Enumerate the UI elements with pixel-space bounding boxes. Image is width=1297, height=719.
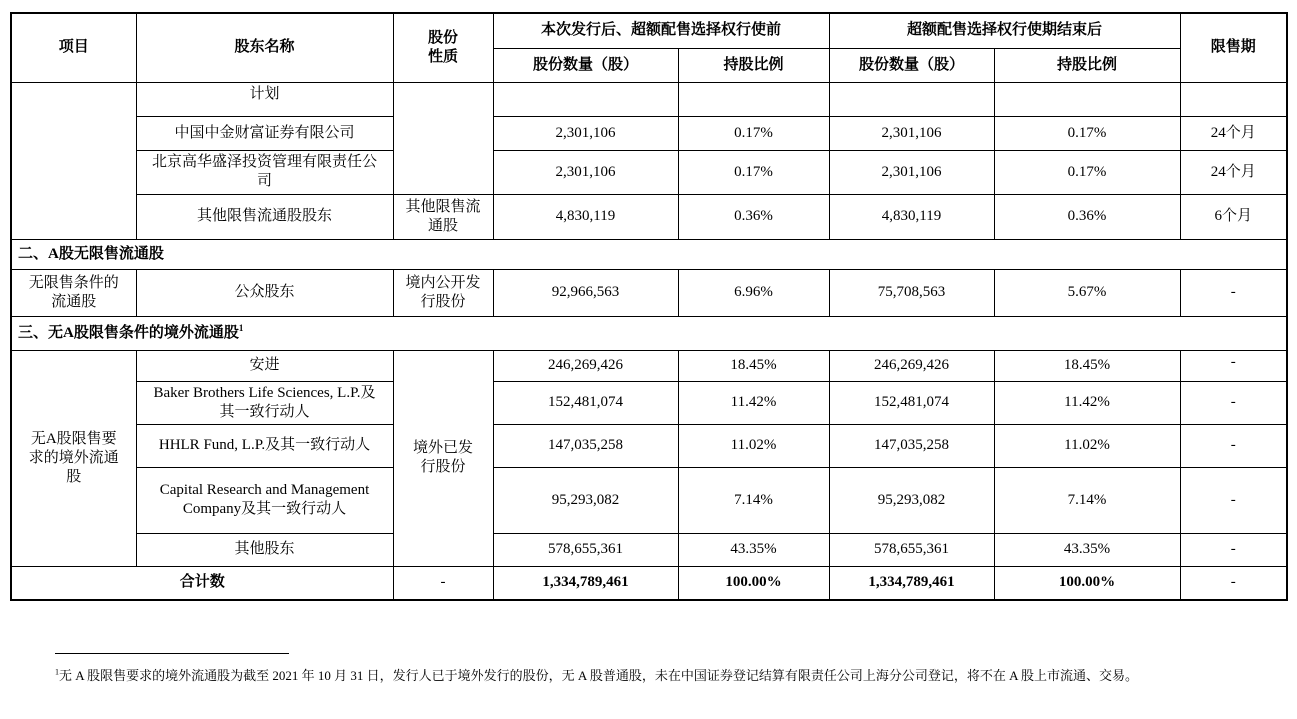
lockup-cell: - — [1180, 350, 1287, 381]
header-lockup: 限售期 — [1180, 13, 1287, 82]
shares-before: 578,655,361 — [493, 533, 678, 566]
shares-after: 2,301,106 — [829, 116, 994, 150]
holder-cell: 其他限售流通股股东 — [136, 194, 393, 239]
nature-cell: 其他限售流通股 — [393, 194, 493, 239]
lockup-cell: - — [1180, 467, 1287, 533]
table-row — [11, 350, 1287, 381]
shares-before: 2,301,106 — [493, 150, 678, 194]
ratio-after: 43.35% — [994, 533, 1180, 566]
holder-cell: 安进 — [136, 350, 393, 381]
header-item: 项目 — [11, 13, 136, 82]
holder-cell: HHLR Fund, L.P.及其一致行动人 — [136, 424, 393, 467]
shares-before — [493, 82, 678, 116]
nature-cell: 境内公开发行股份 — [393, 269, 493, 316]
ratio-before: 0.17% — [678, 150, 829, 194]
footnote-text: 无 A 股限售要求的境外流通股为截至 2021 年 10 月 31 日，发行人已于境外发行的股份，无 A 股普通股，未在中国证券登记结算有限责任公司上海分公司登记，将不在 A 股上市流通、交易。 — [59, 668, 1139, 683]
lockup-cell: - — [1180, 566, 1287, 600]
shares-after — [829, 82, 994, 116]
ratio-before: 0.17% — [678, 116, 829, 150]
shares-before: 1,334,789,461 — [493, 566, 678, 600]
shares-before: 152,481,074 — [493, 381, 678, 424]
table-row — [11, 424, 1287, 467]
total-label: 合计数 — [11, 566, 393, 600]
shares-after: 4,830,119 — [829, 194, 994, 239]
header-ratio-before: 持股比例 — [678, 48, 829, 82]
ratio-after: 0.36% — [994, 194, 1180, 239]
shares-after: 578,655,361 — [829, 533, 994, 566]
ratio-after: 11.02% — [994, 424, 1180, 467]
ratio-after: 100.00% — [994, 566, 1180, 600]
shares-after: 1,334,789,461 — [829, 566, 994, 600]
ratio-before: 6.96% — [678, 269, 829, 316]
holder-cell: 北京高华盛泽投资管理有限责任公司 — [136, 150, 393, 194]
header-before-group: 本次发行后、超额配售选择权行使前 — [493, 13, 829, 48]
lockup-cell — [1180, 82, 1287, 116]
table-row — [11, 116, 1287, 150]
footnote-ref: 1 — [238, 322, 244, 333]
holder-cell: 其他股东 — [136, 533, 393, 566]
ratio-before — [678, 82, 829, 116]
lockup-cell: 6个月 — [1180, 194, 1287, 239]
header-shares-after: 股份数量（股） — [829, 48, 994, 82]
header-holder: 股东名称 — [136, 13, 393, 82]
section-title: 二、A股无限售流通股 — [11, 239, 1287, 269]
footnote — [55, 662, 1255, 689]
shares-before: 95,293,082 — [493, 467, 678, 533]
shares-after: 147,035,258 — [829, 424, 994, 467]
ratio-before: 100.00% — [678, 566, 829, 600]
shares-before: 147,035,258 — [493, 424, 678, 467]
ratio-after: 0.17% — [994, 150, 1180, 194]
ratio-before: 18.45% — [678, 350, 829, 381]
shares-before: 92,966,563 — [493, 269, 678, 316]
holder-cell: 公众股东 — [136, 269, 393, 316]
ratio-after: 18.45% — [994, 350, 1180, 381]
footnote-divider — [55, 653, 289, 654]
table-row — [11, 82, 1287, 116]
shares-after: 2,301,106 — [829, 150, 994, 194]
lockup-cell: - — [1180, 533, 1287, 566]
ratio-before: 11.02% — [678, 424, 829, 467]
ratio-before: 11.42% — [678, 381, 829, 424]
ratio-after: 0.17% — [994, 116, 1180, 150]
table-row — [11, 150, 1287, 194]
ratio-after — [994, 82, 1180, 116]
footnote-number: 1 — [55, 667, 59, 677]
item-cell: 无限售条件的流通股 — [11, 269, 136, 316]
nature-cell: - — [393, 566, 493, 600]
shares-after: 246,269,426 — [829, 350, 994, 381]
table-row — [11, 381, 1287, 424]
table-row — [11, 269, 1287, 316]
total-row — [11, 566, 1287, 600]
header-after-group: 超额配售选择权行使期结束后 — [829, 13, 1180, 48]
holder-cell: 计划 — [136, 82, 393, 116]
table-row — [11, 467, 1287, 533]
shares-before: 2,301,106 — [493, 116, 678, 150]
holder-cell: 中国中金财富证券有限公司 — [136, 116, 393, 150]
holder-cell: Capital Research and Management Company及其一致行动人 — [136, 467, 393, 533]
shares-after: 95,293,082 — [829, 467, 994, 533]
ratio-before: 43.35% — [678, 533, 829, 566]
ratio-after: 7.14% — [994, 467, 1180, 533]
ratio-before: 0.36% — [678, 194, 829, 239]
section-title — [11, 316, 1287, 350]
ratio-after: 5.67% — [994, 269, 1180, 316]
section-title-text: 三、无A股限售条件的境外流通股 — [18, 324, 239, 341]
shares-before: 4,830,119 — [493, 194, 678, 239]
shareholding-table — [10, 12, 1288, 601]
table-row — [11, 533, 1287, 566]
ratio-before: 7.14% — [678, 467, 829, 533]
shares-after: 75,708,563 — [829, 269, 994, 316]
lockup-cell: - — [1180, 381, 1287, 424]
item-cell-empty — [11, 82, 136, 239]
nature-cell: 境外已发行股份 — [393, 350, 493, 566]
holder-cell: Baker Brothers Life Sciences, L.P.及其一致行动人 — [136, 381, 393, 424]
lockup-cell: 24个月 — [1180, 116, 1287, 150]
ratio-after: 11.42% — [994, 381, 1180, 424]
lockup-cell: 24个月 — [1180, 150, 1287, 194]
nature-cell-empty — [393, 82, 493, 194]
header-nature: 股份 性质 — [393, 13, 493, 82]
header-ratio-after: 持股比例 — [994, 48, 1180, 82]
header-shares-before: 股份数量（股） — [493, 48, 678, 82]
lockup-cell: - — [1180, 424, 1287, 467]
table-row — [11, 194, 1287, 239]
shares-after: 152,481,074 — [829, 381, 994, 424]
item-cell: 无A股限售要求的境外流通股 — [11, 350, 136, 566]
shares-before: 246,269,426 — [493, 350, 678, 381]
lockup-cell: - — [1180, 269, 1287, 316]
